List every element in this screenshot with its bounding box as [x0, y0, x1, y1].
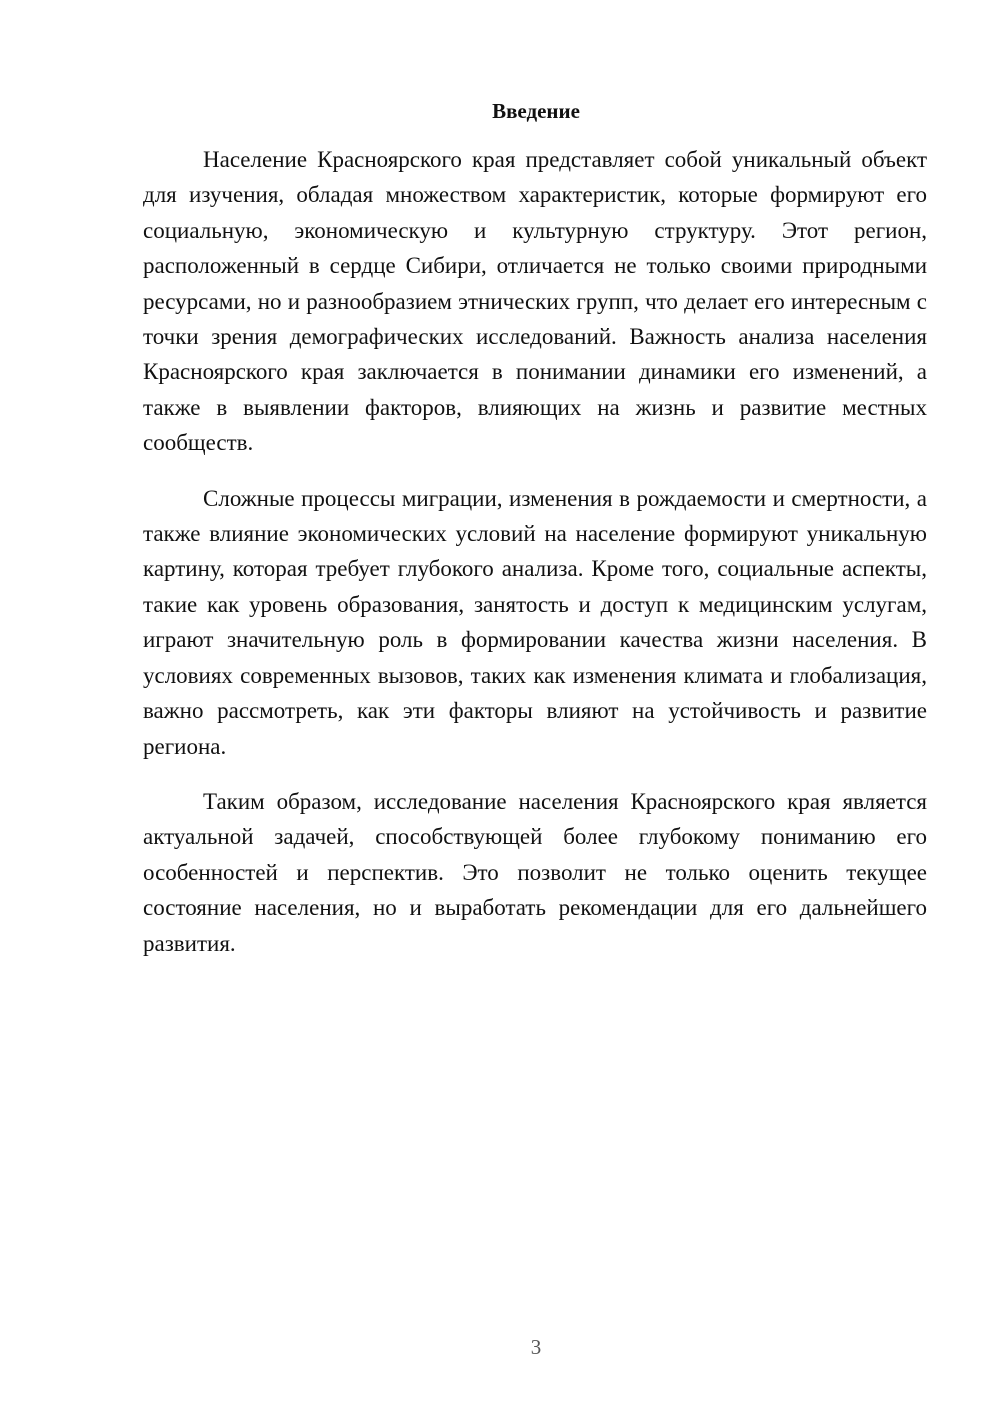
paragraph-1: Население Красноярского края представляет собой уникальный объект для изучения, обладая множеством характеристик, которые формируют его социальную, экономическую и культурную структуру. Этот регион, расположенный в сердце Сибири, отличается не только своими природными ресурсами, но и разнообразием этнических групп, что делает его интересным с точки зрения демографических исследований. Важность анализа населения Красноярского края заключается в понимании динамики его изменений, а также в выявлении факторов, влияющих на жизнь и развитие местных сообществ.: [143, 147, 927, 456]
page-number: 3: [530, 1335, 542, 1359]
paragraph-2: Сложные процессы миграции, изменения в рождаемости и смертности, а также влияние экономических условий на население формируют уникальную картину, которая требует глубокого анализа. Кроме того, социальные аспекты, такие как уровень образования, занятость и доступ к медицинским услугам, играют значительную роль в формировании качества жизни населения. В условиях современных вызовов, таких как изменения климата и глобализация, важно рассмотреть, как эти факторы влияют на устойчивость и развитие региона.: [143, 485, 927, 759]
section-heading: Введение: [492, 99, 580, 123]
paragraph-3: Таким образом, исследование населения Красноярского края является актуальной задачей, способствующей более глубокому пониманию его особенностей и перспектив. Это позволит не только оценить текущее состояние населения, но и выработать рекомендации для его дальнейшего развития.: [143, 788, 927, 956]
document-body: [143, 142, 927, 981]
